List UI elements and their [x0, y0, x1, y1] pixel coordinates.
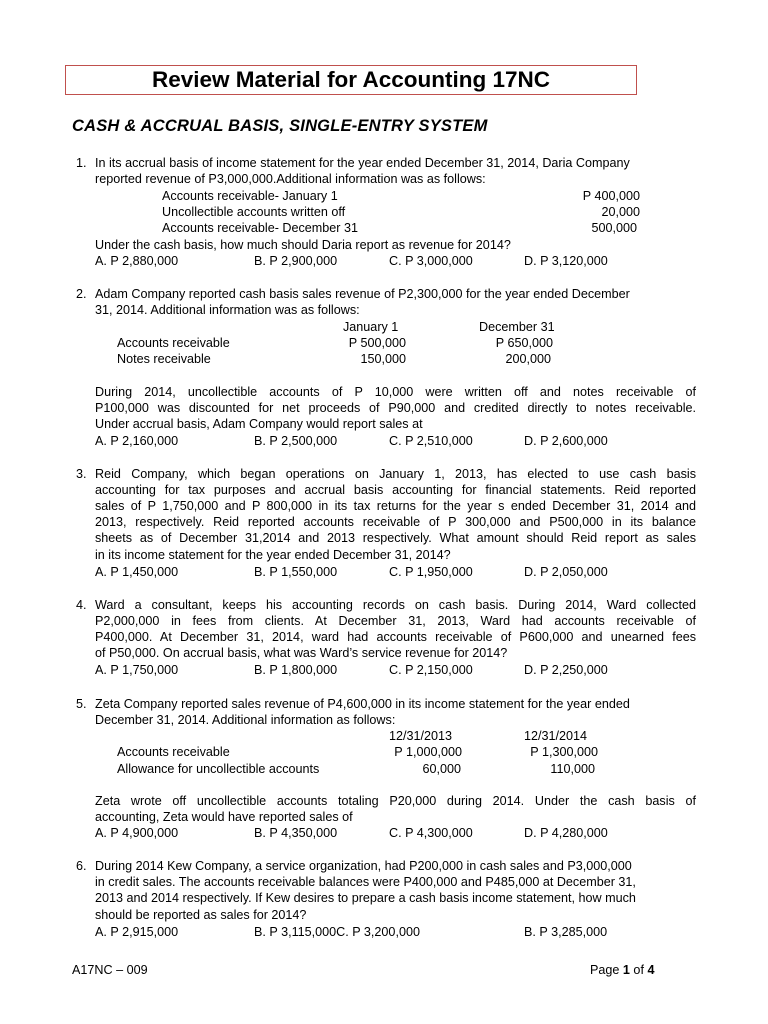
item-value: 110,000: [550, 762, 595, 776]
choice-c: C. P 4,300,000: [389, 826, 473, 840]
choice-a: A. P 4,900,000: [95, 826, 179, 840]
question-number: 3.: [76, 467, 87, 481]
question-text: Under accrual basis, Adam Company would report sales at: [95, 417, 423, 431]
question-text: Ward a consultant, keeps his accounting records on cash basis. During 2014, Ward collected: [95, 598, 696, 612]
question-text: December 31, 2014. Additional information as follows:: [95, 713, 396, 727]
item-value: P 400,000: [582, 189, 640, 203]
question-text: P2,000,000 in fees from clients. At December 31, 2013, Ward had accounts receivable of: [95, 614, 696, 628]
item-value: 200,000: [505, 352, 551, 366]
question-text: 31, 2014. Additional information was as follows:: [95, 303, 360, 317]
item-label: Notes receivable: [117, 352, 211, 366]
question-number: 2.: [76, 287, 87, 301]
choice-b: B. P 1,800,000: [254, 663, 338, 677]
choice-b: B. P 4,350,000: [254, 826, 338, 840]
question-text: During 2014 Kew Company, a service organization, had P200,000 in cash sales and P3,000,000: [95, 859, 632, 873]
choice-d: B. P 3,285,000: [524, 925, 608, 939]
choice-d: D. P 2,600,000: [524, 434, 608, 448]
item-value: 500,000: [591, 221, 637, 235]
choice-b: B. P 2,500,000: [254, 434, 338, 448]
section-heading: CASH & ACCRUAL BASIS, SINGLE-ENTRY SYSTEM: [72, 117, 488, 135]
item-label: Accounts receivable- January 1: [162, 189, 338, 203]
choice-a: A. P 2,880,000: [95, 254, 179, 268]
question-text: Zeta Company reported sales revenue of P4,600,000 in its income statement for the year ended: [95, 697, 630, 711]
question-number: 5.: [76, 697, 87, 711]
question-text: of P50,000. On accrual basis, what was Ward’s service revenue for 2014?: [95, 646, 508, 660]
choice-c: C. P 2,510,000: [389, 434, 473, 448]
question-text: In its accrual basis of income statement for the year ended December 31, 2014, Daria Company: [95, 156, 630, 170]
choice-b: B. P 2,900,000: [254, 254, 338, 268]
choice-a: A. P 2,160,000: [95, 434, 179, 448]
page-number: 1: [622, 963, 630, 977]
choice-d: D. P 2,250,000: [524, 663, 608, 677]
item-value: P 650,000: [495, 336, 553, 350]
choice-a: A. P 1,450,000: [95, 565, 179, 579]
question-text: in credit sales. The accounts receivable balances were P400,000 and P485,000 at December 31,: [95, 875, 636, 889]
column-header: 12/31/2013: [389, 729, 453, 743]
choice-d: D. P 4,280,000: [524, 826, 608, 840]
question-text: sheets as of December 31,2014 and 2013 respectively. What amount should Reid report as sales: [95, 531, 696, 545]
page-of-label: of: [629, 963, 648, 977]
item-value: 150,000: [360, 352, 406, 366]
question-text: Adam Company reported cash basis sales revenue of P2,300,000 for the year ended December: [95, 287, 630, 301]
choice-c: C. P 2,150,000: [389, 663, 473, 677]
item-value: P 1,300,000: [530, 745, 598, 759]
column-header: 12/31/2014: [524, 729, 588, 743]
question-text: reported revenue of P3,000,000.Additional information was as follows:: [95, 172, 486, 186]
item-value: P 1,000,000: [394, 745, 462, 759]
choice-d: D. P 2,050,000: [524, 565, 608, 579]
column-header: December 31: [479, 320, 555, 334]
question-text: Zeta wrote off uncollectible accounts totaling P20,000 during 2014. Under the cash basis of: [95, 794, 696, 808]
item-label: Uncollectible accounts written off: [162, 205, 346, 219]
item-label: Accounts receivable: [117, 745, 230, 759]
question-number: 4.: [76, 598, 87, 612]
question-text: should be reported as sales for 2014?: [95, 908, 307, 922]
question-number: 1.: [76, 156, 87, 170]
question-number: 6.: [76, 859, 87, 873]
item-label: Accounts receivable- December 31: [162, 221, 358, 235]
choice-b: B. P 1,550,000: [254, 565, 338, 579]
item-value: 60,000: [422, 762, 461, 776]
choice-a: A. P 2,915,000: [95, 925, 179, 939]
choice-a: A. P 1,750,000: [95, 663, 179, 677]
question-text: in its income statement for the year ended December 31, 2014?: [95, 548, 451, 562]
item-label: Accounts receivable: [117, 336, 230, 350]
question-text: P100,000 was discounted for net proceeds of P90,000 and credited directly to notes receivable.: [95, 401, 696, 415]
choice-d: D. P 3,120,000: [524, 254, 608, 268]
column-header: January 1: [343, 320, 399, 334]
question-text: P400,000. At December 31, 2014, ward had accounts receivable of P600,000 and unearned fees: [95, 630, 696, 644]
question-text: Reid Company, which began operations on January 1, 2013, has elected to use cash basis: [95, 467, 696, 481]
question-text: 2013, respectively. Reid reported accounts receivable of P 300,000 and P500,000 in its balance: [95, 515, 696, 529]
choice-c: C. P 3,000,000: [389, 254, 473, 268]
item-value: P 500,000: [348, 336, 406, 350]
item-value: 20,000: [601, 205, 640, 219]
page-title: Review Material for Accounting 17NC: [65, 65, 637, 95]
question-text: During 2014, uncollectible accounts of P 10,000 were written off and notes receivable of: [95, 385, 696, 399]
question-text: accounting, Zeta would have reported sales of: [95, 810, 353, 824]
question-text: sales of P 1,750,000 and P 800,000 in its tax returns for the year s ended December 31, 2014 and: [95, 499, 696, 513]
question-text: 2013 and 2014 respectively. If Kew desires to prepare a cash basis income statement, how much: [95, 891, 636, 905]
document-code: A17NC – 009: [72, 963, 148, 977]
question-text: Under the cash basis, how much should Daria report as revenue for 2014?: [95, 238, 511, 252]
choice-c: C. P 1,950,000: [389, 565, 473, 579]
page-label: Page: [590, 963, 623, 977]
question-text: accounting for tax purposes and accrual basis accounting for financial statements. Reid reported: [95, 483, 696, 497]
page-indicator: [590, 963, 654, 977]
item-label: Allowance for uncollectible accounts: [117, 762, 320, 776]
choice-b-c: B. P 3,115,000C. P 3,200,000: [254, 925, 420, 939]
page-total: 4: [647, 963, 655, 977]
